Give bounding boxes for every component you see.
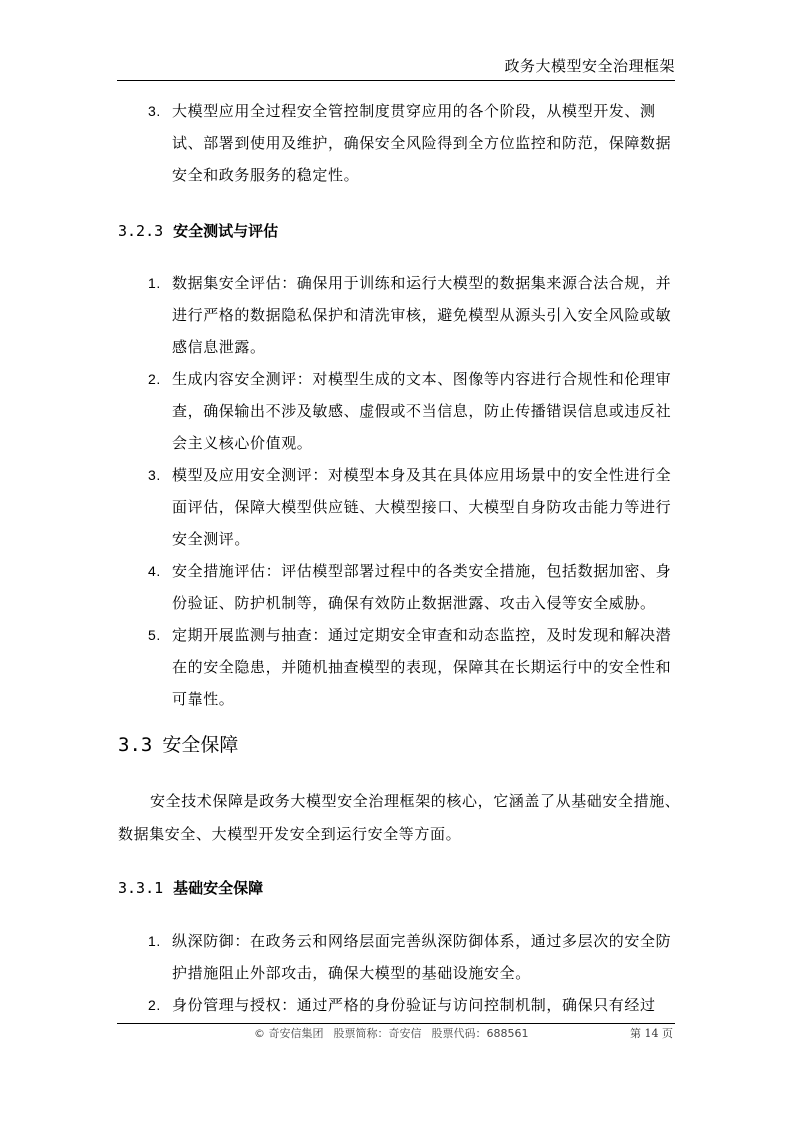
list-item (148, 925, 684, 989)
list-item-text: 大模型应用全过程安全管控制度贯穿应用的各个阶段，从模型开发、测试、部署到使用及维护，确保安全风险得到全方位监控和防范，保障数据安全和政务服务的稳定性。 (172, 102, 672, 184)
list-item-number: 3. (148, 467, 161, 483)
list-item-text: 数据集安全评估：确保用于训练和运行大模型的数据集来源合法合规，并进行严格的数据隐私保护和清洗审核，避免模型从源头引入安全风险或敏感信息泄露。 (172, 274, 672, 356)
list-item-text: 安全措施评估：评估模型部署过程中的各类安全措施，包括数据加密、身份验证、防护机制等，确保有效防止数据泄露、攻击入侵等安全威胁。 (172, 562, 672, 612)
section-heading-3-3 (118, 731, 238, 759)
list-continued (148, 95, 684, 191)
list-item-text: 身份管理与授权：通过严格的身份验证与访问控制机制，确保只有经过 (172, 996, 656, 1014)
security-testing-list (148, 267, 684, 715)
list-item-text: 纵深防御：在政务云和网络层面完善纵深防御体系，通过多层次的安全防护措施阻止外部攻击，确保大模型的基础设施安全。 (172, 932, 672, 982)
section-heading-3-3-1 (118, 876, 263, 900)
list-item-text: 定期开展监测与抽查：通过定期安全审查和动态监控，及时发现和解决潜在的安全隐患，并随机抽查模型的表现，保障其在长期运行中的安全性和可靠性。 (172, 626, 672, 708)
section-title: 安全测试与评估 (173, 222, 279, 240)
list-item-number: 1. (148, 275, 161, 291)
running-header-title: 政务大模型安全治理框架 (504, 57, 675, 75)
page-number: 第 14 页 (630, 1027, 673, 1040)
list-item (148, 459, 684, 555)
section-title: 安全保障 (162, 734, 239, 756)
list-item (148, 619, 684, 715)
list-item-number: 3. (148, 103, 161, 119)
footer-divider (117, 1023, 675, 1024)
section-number: 3.3 (118, 734, 153, 756)
footer-stock-code: 股票代码：688561 (431, 1027, 529, 1040)
list-item (148, 267, 684, 363)
header-divider (117, 80, 675, 81)
list-item (148, 989, 684, 1021)
footer-company: © 奇安信集团 (254, 1027, 324, 1040)
body-paragraph: 安全技术保障是政务大模型安全治理框架的核心，它涵盖了从基础安全措施、数据集安全、大模型开发安全到运行安全等方面。 (118, 792, 681, 843)
list-item-number: 4. (148, 563, 161, 579)
section-heading-3-2-3 (118, 219, 278, 243)
footer-info (254, 1026, 539, 1042)
section-number: 3.3.1 (118, 879, 164, 897)
list-item-text: 模型及应用安全测评：对模型本身及其在具体应用场景中的安全性进行全面评估，保障大模型供应链、大模型接口、大模型自身防攻击能力等进行安全测评。 (172, 466, 672, 548)
section-title: 基础安全保障 (173, 879, 264, 897)
list-item (148, 363, 684, 459)
list-item-number: 2. (148, 997, 161, 1013)
section-number: 3.2.3 (118, 222, 164, 240)
list-item-text: 生成内容安全测评：对模型生成的文本、图像等内容进行合规性和伦理审查，确保输出不涉及敏感、虚假或不当信息，防止传播错误信息或违反社会主义核心价值观。 (172, 370, 672, 452)
basic-security-list (148, 925, 684, 1021)
list-item-number: 1. (148, 933, 161, 949)
footer-stock-name: 股票简称：奇安信 (333, 1027, 422, 1040)
list-item (148, 95, 684, 191)
list-item-number: 2. (148, 371, 161, 387)
list-item-number: 5. (148, 627, 161, 643)
list-item (148, 555, 684, 619)
